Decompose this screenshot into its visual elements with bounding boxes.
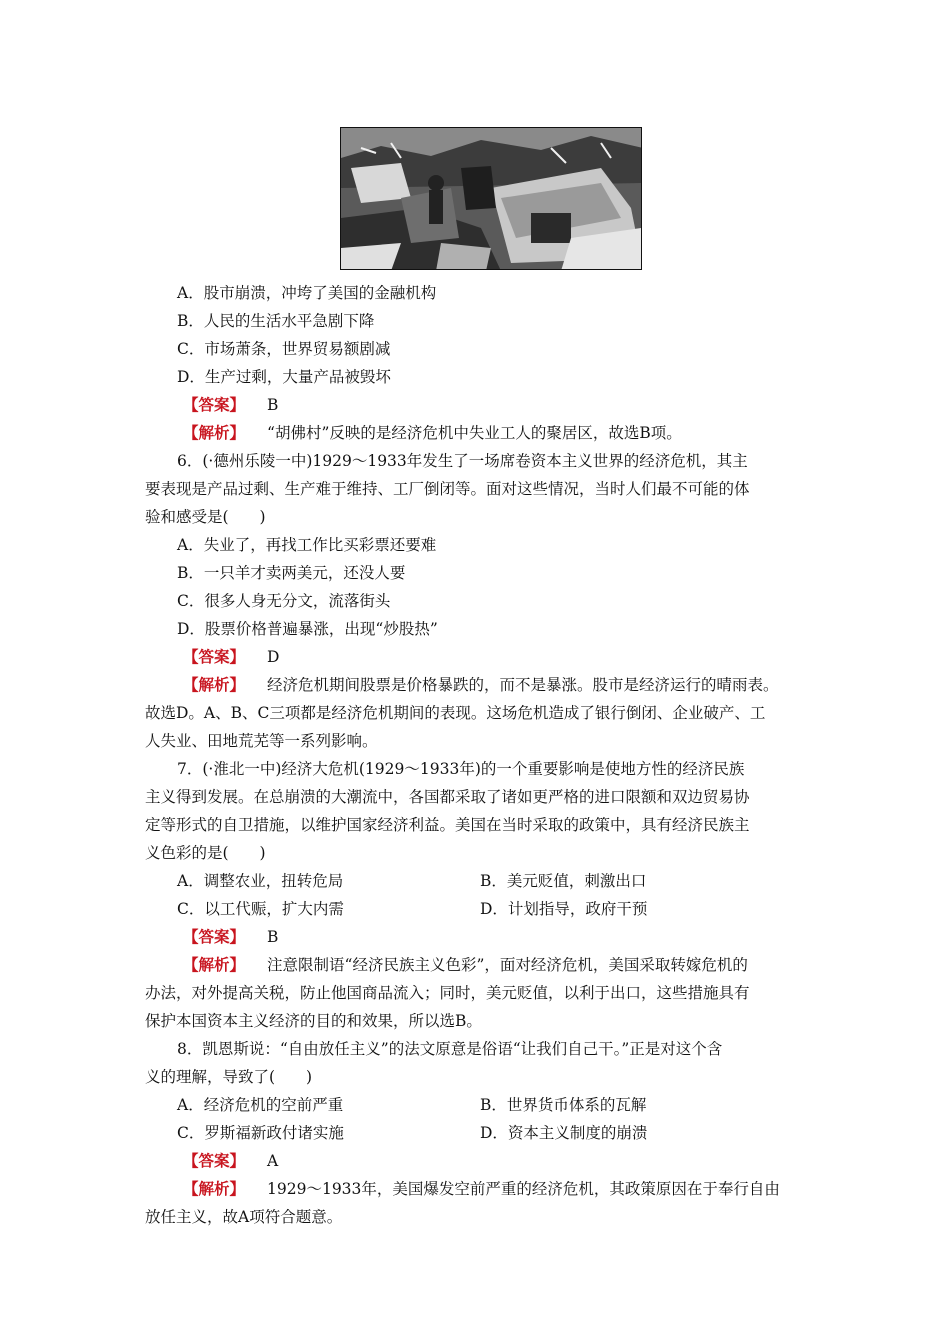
q8-analysis-tag: 【解析】 <box>183 1179 246 1198</box>
q6-option-c: C．很多人身无分文，流落街头 <box>177 592 391 610</box>
q6-stem-line-2: 要表现是产品过剩、生产难于维持、工厂倒闭等。面对这些情况，当时人们最不可能的体 <box>145 480 750 498</box>
q6-stem-line-3: 验和感受是( ) <box>145 508 266 526</box>
q7-analysis-line-1: 注意限制语“经济民族主义色彩”，面对经济危机，美国采取转嫁危机的 <box>267 956 748 974</box>
q8-answer: A <box>267 1152 279 1170</box>
q6-stem-line-1: 6．(·德州乐陵一中)1929～1933年发生了一场席卷资本主义世界的经济危机，其主 <box>177 452 748 470</box>
q8-option-b: B．世界货币体系的瓦解 <box>480 1096 647 1114</box>
q8-analysis-line-1: 1929～1933年，美国爆发空前严重的经济危机，其政策原因在于奉行自由 <box>267 1180 780 1198</box>
q5-option-a: A．股市崩溃，冲垮了美国的金融机构 <box>177 284 437 302</box>
q5-answer-tag: 【答案】 <box>183 395 246 414</box>
q6-analysis-row <box>183 674 779 696</box>
q6-analysis-line-2: 故选D。A、B、C三项都是经济危机期间的表现。这场危机造成了银行倒闭、企业破产、工 <box>145 704 766 722</box>
q8-answer-tag: 【答案】 <box>183 1151 246 1170</box>
q7-analysis-line-3: 保护本国资本主义经济的目的和效果，所以选B。 <box>145 1012 482 1030</box>
q6-analysis-tag: 【解析】 <box>183 675 246 694</box>
q7-option-a: A．调整农业，扭转危局 <box>177 872 344 890</box>
q7-answer-row <box>183 926 278 948</box>
q5-answer: B <box>267 396 279 414</box>
q7-analysis-line-2: 办法，对外提高关税，防止他国商品流入；同时，美元贬值，以利于出口，这些措施具有 <box>145 984 750 1002</box>
q5-option-c: C．市场萧条，世界贸易额剧减 <box>177 340 391 358</box>
q7-answer-tag: 【答案】 <box>183 927 246 946</box>
q5-answer-row <box>183 394 278 416</box>
q7-stem-line-2: 主义得到发展。在总崩溃的大潮流中，各国都采取了诸如更严格的进口限额和双边贸易协 <box>145 788 750 806</box>
q7-stem-line-1: 7．(·淮北一中)经济大危机(1929～1933年)的一个重要影响是使地方性的经济民族 <box>177 760 745 778</box>
q7-analysis-tag: 【解析】 <box>183 955 246 974</box>
hooverville-photo-image <box>341 128 642 270</box>
q8-analysis-row <box>183 1178 780 1200</box>
q8-option-a: A．经济危机的空前严重 <box>177 1096 344 1114</box>
q5-analysis-tag: 【解析】 <box>183 423 246 442</box>
q7-option-c: C．以工代赈，扩大内需 <box>177 900 344 918</box>
q8-option-c: C．罗斯福新政付诸实施 <box>177 1124 344 1142</box>
q6-analysis-line-3: 人失业、田地荒芜等一系列影响。 <box>145 732 378 750</box>
q6-option-b: B．一只羊才卖两美元，还没人要 <box>177 564 406 582</box>
q7-option-d: D．计划指导，政府干预 <box>480 900 648 918</box>
q5-analysis-row <box>183 422 682 444</box>
q8-stem-line-2: 义的理解，导致了( ) <box>145 1068 313 1086</box>
q6-option-a: A．失业了，再找工作比买彩票还要难 <box>177 536 437 554</box>
q5-analysis: “胡佛村”反映的是经济危机中失业工人的聚居区，故选B项。 <box>267 424 682 442</box>
q8-stem-line-1: 8．凯恩斯说：“自由放任主义”的法文原意是俗语“让我们自己干。”正是对这个含 <box>177 1040 723 1058</box>
q6-answer-row <box>183 646 279 668</box>
q7-stem-line-4: 义色彩的是( ) <box>145 844 266 862</box>
q6-answer: D <box>267 648 280 666</box>
q6-option-d: D．股票价格普遍暴涨，出现“炒股热” <box>177 620 438 638</box>
q8-analysis-line-2: 放任主义，故A项符合题意。 <box>145 1208 343 1226</box>
q6-answer-tag: 【答案】 <box>183 647 246 666</box>
q8-option-d: D．资本主义制度的崩溃 <box>480 1124 648 1142</box>
q8-answer-row <box>183 1150 278 1172</box>
q7-option-b: B．美元贬值，刺激出口 <box>480 872 647 890</box>
hooverville-photo <box>340 127 642 270</box>
q6-analysis-line-1: 经济危机期间股票是价格暴跌的，而不是暴涨。股市是经济运行的晴雨表。 <box>267 676 779 694</box>
q7-analysis-row <box>183 954 748 976</box>
q5-option-d: D．生产过剩，大量产品被毁坏 <box>177 368 391 386</box>
q5-option-b: B．人民的生活水平急剧下降 <box>177 312 375 330</box>
q7-stem-line-3: 定等形式的自卫措施，以维护国家经济利益。美国在当时采取的政策中，具有经济民族主 <box>145 816 750 834</box>
q7-answer: B <box>267 928 279 946</box>
